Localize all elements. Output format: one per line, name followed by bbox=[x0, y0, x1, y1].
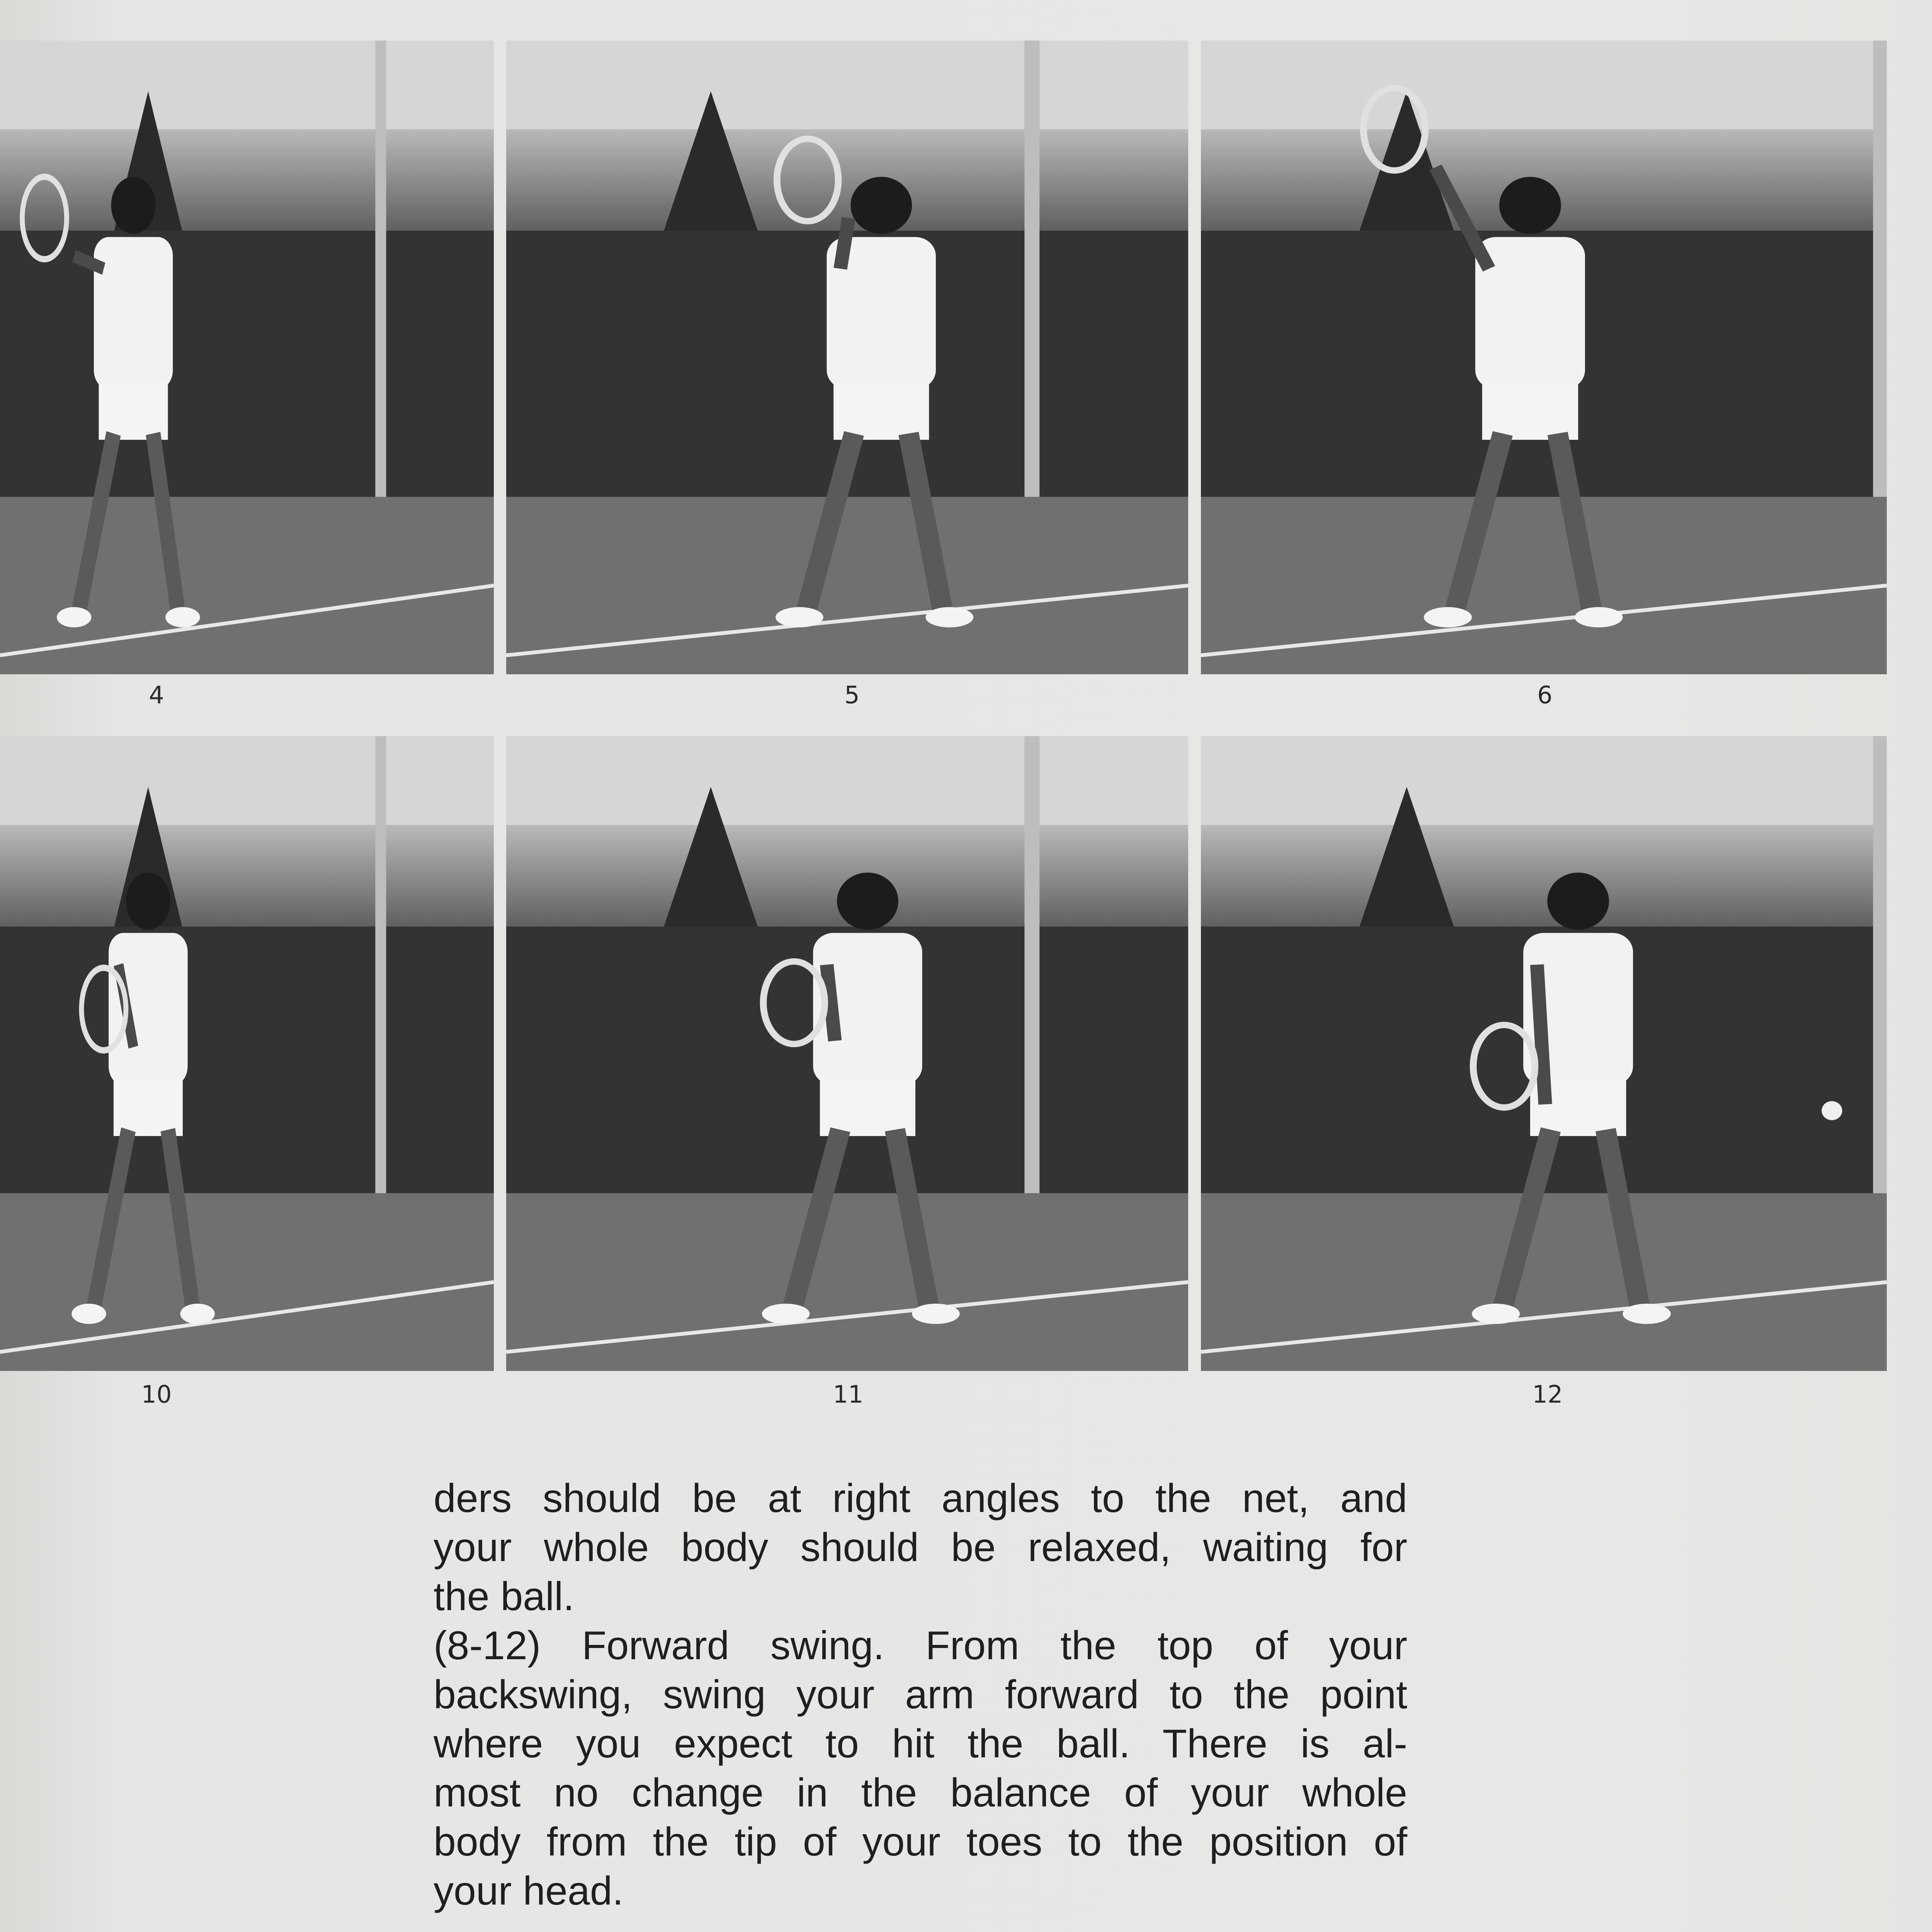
hedge-fence bbox=[0, 927, 494, 1212]
text-line: your whole body should be relaxed, waiting for bbox=[434, 1525, 1407, 1570]
player-shoe bbox=[776, 607, 823, 627]
text-line: ders should be at right angles to the net, and bbox=[434, 1476, 1407, 1521]
player-shoe bbox=[925, 607, 973, 627]
player-arm bbox=[840, 218, 849, 269]
court-surface bbox=[0, 1193, 494, 1371]
player-head bbox=[111, 177, 156, 234]
text-line: body from the tip of your toes to the position of bbox=[434, 1820, 1407, 1864]
player-shoe bbox=[1575, 607, 1622, 627]
hedge-fence bbox=[0, 231, 494, 516]
player-shoe bbox=[71, 1304, 106, 1324]
racket bbox=[777, 139, 838, 221]
photo-frame-12 bbox=[1201, 736, 1887, 1371]
text-line: your head. bbox=[434, 1869, 624, 1913]
player-shoe bbox=[180, 1304, 214, 1324]
photo-scene bbox=[506, 41, 1188, 674]
sky bbox=[1201, 41, 1887, 129]
photo-frame-10 bbox=[0, 736, 494, 1371]
player-shoe bbox=[1424, 607, 1472, 627]
photo-frame-6 bbox=[1201, 41, 1887, 674]
sky bbox=[506, 41, 1188, 129]
player-shoe bbox=[1623, 1304, 1671, 1324]
player-head bbox=[837, 872, 898, 930]
court-surface bbox=[0, 497, 494, 674]
player-head bbox=[1499, 177, 1561, 234]
player-shirt bbox=[94, 237, 173, 389]
player-head bbox=[850, 177, 912, 234]
player-shoe bbox=[165, 607, 200, 627]
player-head bbox=[126, 872, 170, 930]
photo-scene bbox=[1201, 736, 1887, 1371]
fence-pole bbox=[1873, 41, 1887, 516]
photo-caption: 10 bbox=[141, 1380, 172, 1408]
fence-pole bbox=[375, 736, 386, 1212]
text-line: (8-12) Forward swing. From the top of your bbox=[434, 1623, 1407, 1668]
player-shoe bbox=[912, 1304, 960, 1324]
photo-caption: 4 bbox=[149, 681, 164, 709]
player-shirt bbox=[109, 933, 187, 1085]
photo-caption: 6 bbox=[1537, 681, 1553, 709]
text-line: the ball. bbox=[434, 1574, 575, 1619]
sky bbox=[0, 41, 494, 129]
sky bbox=[506, 736, 1188, 825]
sky bbox=[0, 736, 494, 825]
court-surface bbox=[1201, 497, 1887, 674]
fence-pole bbox=[1024, 41, 1039, 516]
court-surface bbox=[1201, 1193, 1887, 1371]
paragraph-gap bbox=[434, 1916, 1407, 1932]
photo-frame-5 bbox=[506, 41, 1188, 674]
photo-frame-11 bbox=[506, 736, 1188, 1371]
photo-scene bbox=[0, 736, 494, 1371]
player-shoe bbox=[762, 1304, 810, 1324]
text-line: backswing, swing your arm forward to the point bbox=[434, 1672, 1407, 1717]
fence-pole bbox=[375, 41, 386, 516]
photo-scene bbox=[506, 736, 1188, 1371]
tennis-ball bbox=[1821, 1101, 1842, 1120]
photo-scene bbox=[0, 41, 494, 674]
photo-caption: 11 bbox=[833, 1380, 864, 1408]
fence-pole bbox=[1873, 736, 1887, 1212]
photo-caption: 12 bbox=[1532, 1380, 1563, 1408]
player-shoe bbox=[57, 607, 91, 627]
player-arm bbox=[1537, 964, 1545, 1104]
court-surface bbox=[506, 1193, 1188, 1371]
text-line: where you expect to hit the ball. There is al- bbox=[434, 1721, 1407, 1766]
photo-caption: 5 bbox=[844, 681, 860, 709]
fence-pole bbox=[1024, 736, 1039, 1212]
photo-scene bbox=[1201, 41, 1887, 674]
player-shorts bbox=[1482, 383, 1578, 440]
player-shoe bbox=[1472, 1304, 1520, 1324]
player-shorts bbox=[820, 1079, 915, 1136]
player-shorts bbox=[114, 1079, 183, 1136]
body-text bbox=[434, 1474, 1407, 1932]
sky bbox=[1201, 736, 1887, 825]
player-shorts bbox=[99, 383, 168, 440]
text-line: most no change in the balance of your whole bbox=[434, 1770, 1407, 1815]
photo-frame-4 bbox=[0, 41, 494, 674]
court-surface bbox=[506, 497, 1188, 674]
player-head bbox=[1547, 872, 1609, 930]
player-shorts bbox=[833, 383, 929, 440]
